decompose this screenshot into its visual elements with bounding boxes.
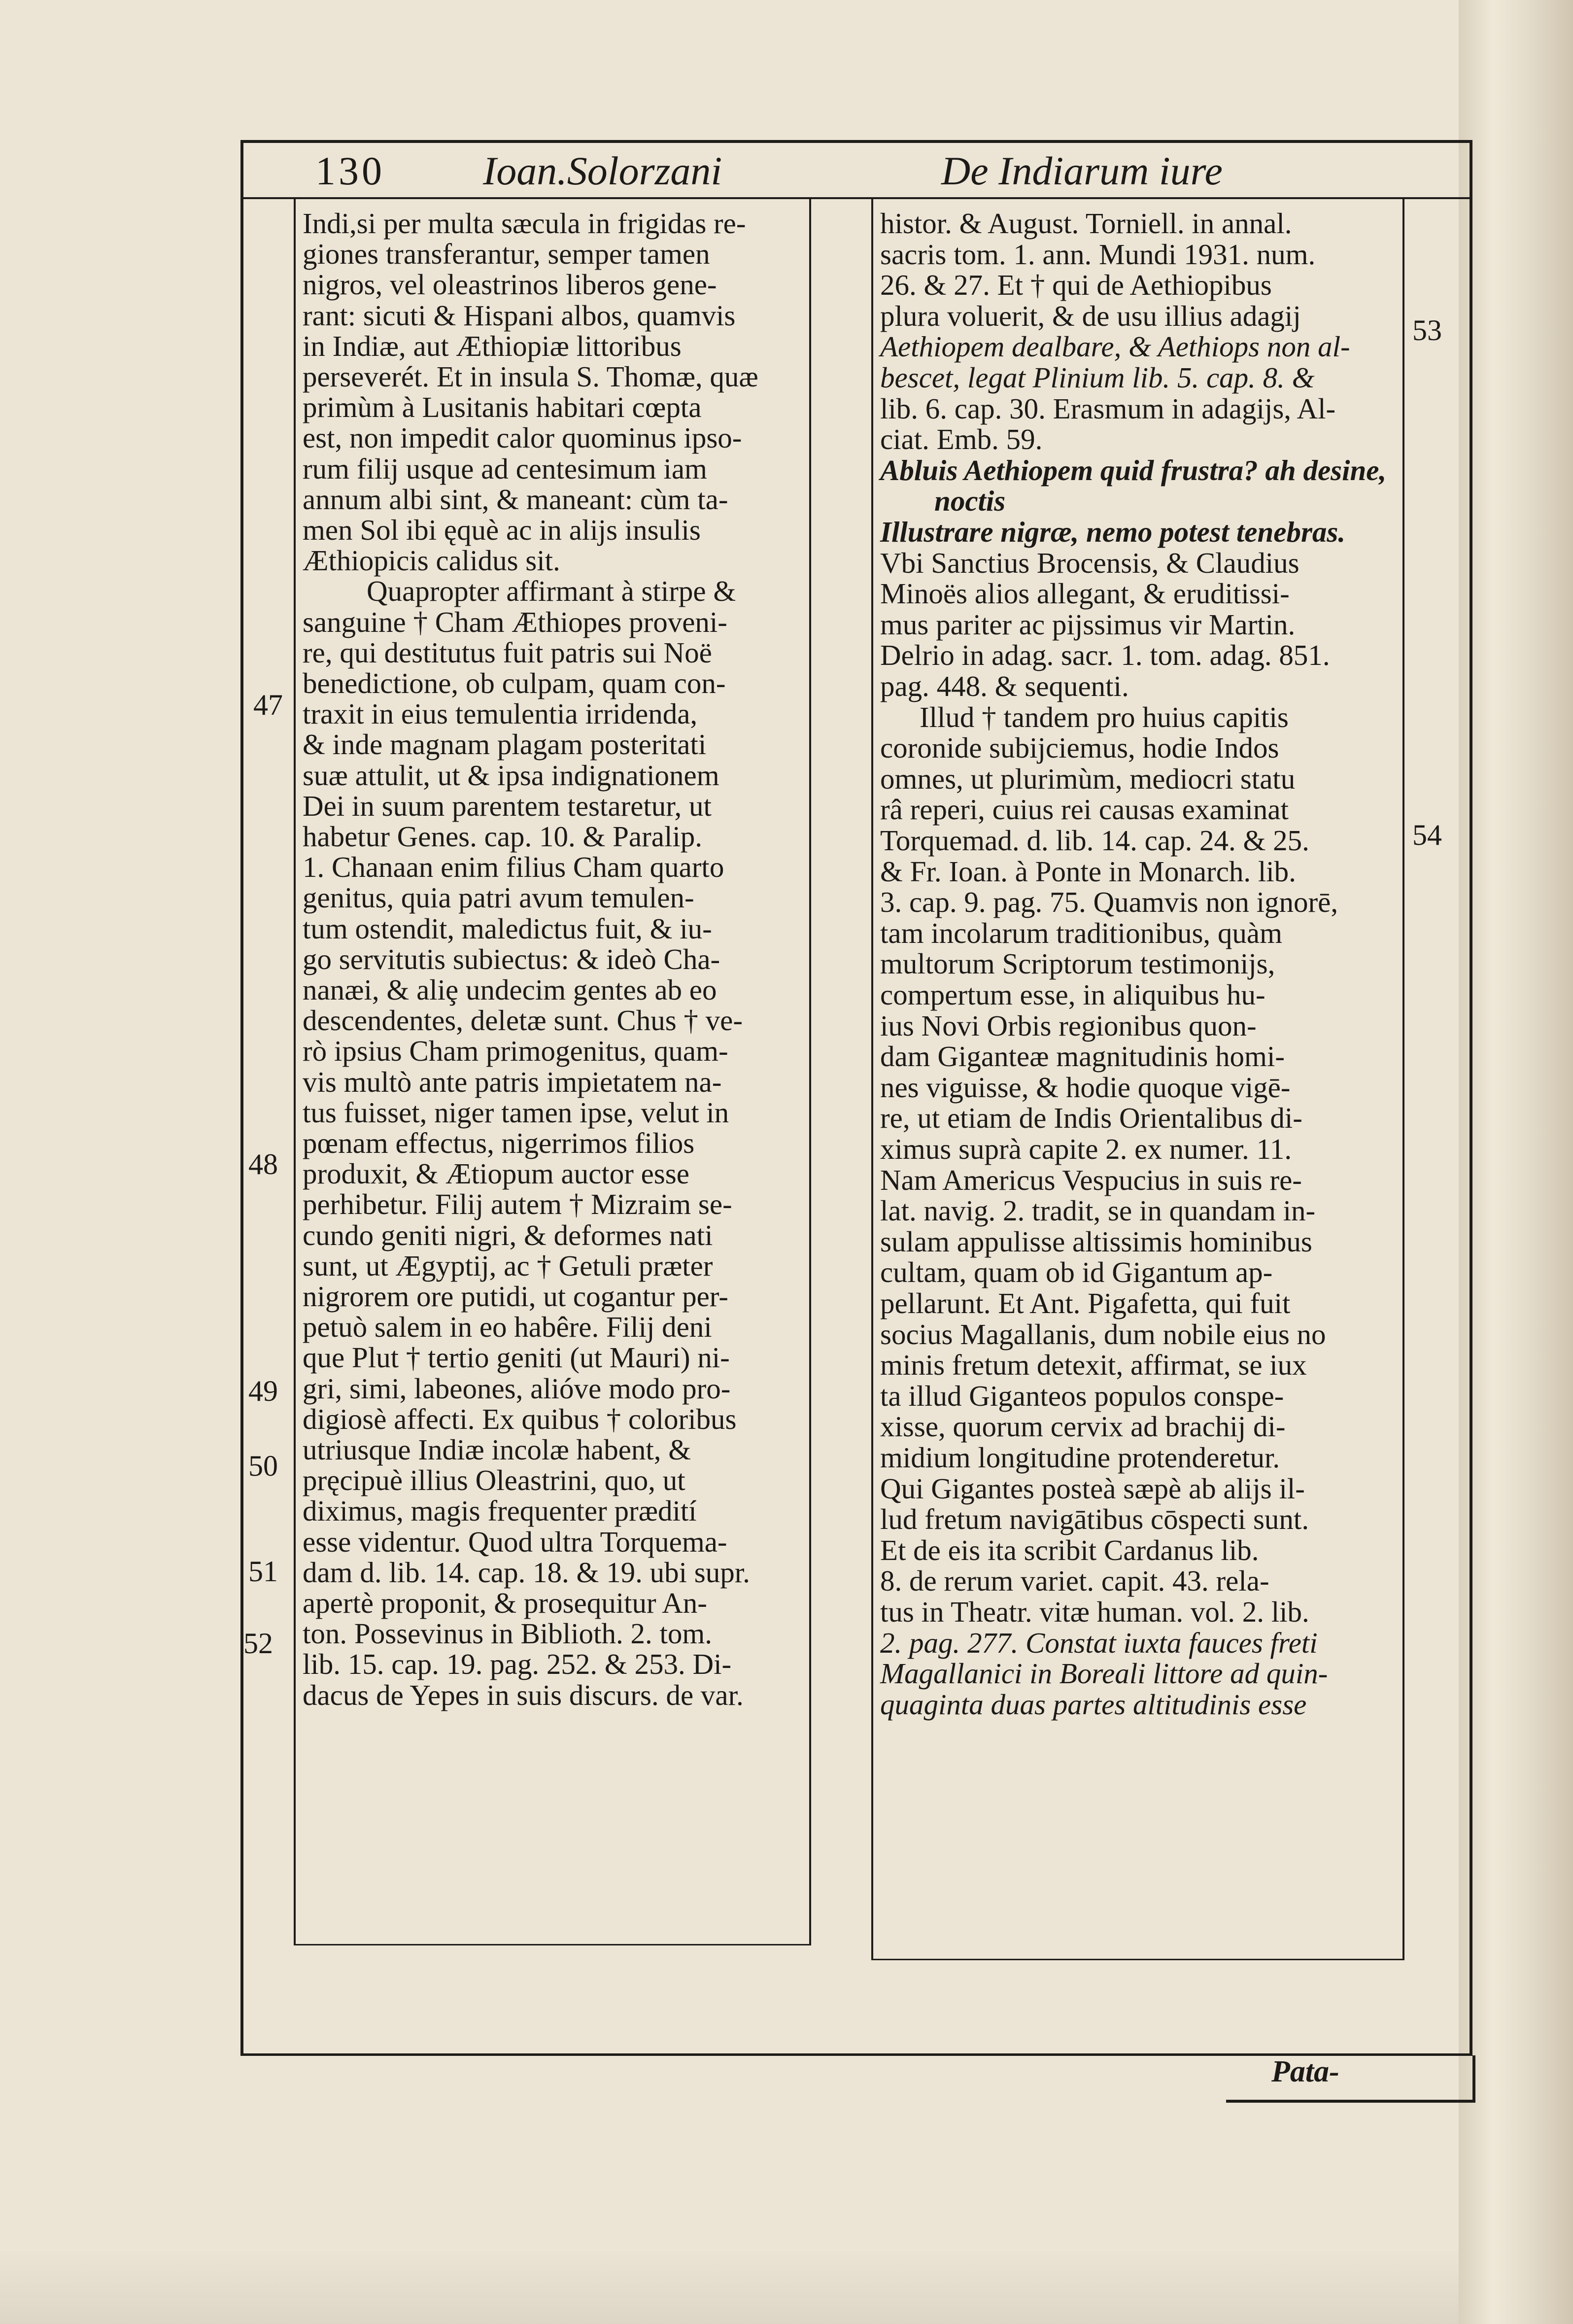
text-line: tus fuisset, niger tamen ipse, velut in <box>303 1096 729 1129</box>
text-line: lud fretum navigātibus cōspecti sunt. <box>880 1503 1309 1536</box>
text-line: Quapropter affirmant à stirpe & <box>367 575 736 608</box>
text-line: & inde magnam plagam posteritati <box>303 728 707 761</box>
text-line: sanguine † Cham Æthiopes proveni- <box>303 605 727 638</box>
text-line: Vbi Sanctius Brocensis, & Claudius <box>880 546 1299 579</box>
catchword-frame <box>1226 2055 1475 2103</box>
text-line: annum albi sint, & maneant: cùm ta- <box>303 483 728 516</box>
text-line: tam incolarum traditionibus, quàm <box>880 916 1283 949</box>
right-column-bottom-rule <box>871 1959 1404 1960</box>
text-line: pręcipuè illius Oleastrini, quo, ut <box>303 1464 685 1497</box>
left-column-bottom-rule <box>294 1944 811 1945</box>
text-line: ta illud Giganteos populos conspe- <box>880 1379 1284 1412</box>
page-number: 130 <box>315 148 385 193</box>
text-line: sulam appulisse altissimis hominibus <box>880 1225 1312 1258</box>
margin-number: 47 <box>253 689 283 721</box>
text-line: ius Novi Orbis regionibus quon- <box>880 1009 1257 1042</box>
text-line: men Sol ibi ęquè ac in alijs insulis <box>303 514 701 546</box>
text-line: coronide subijciemus, hodie Indos <box>880 731 1279 764</box>
text-line: pœnam effectus, nigerrimos filios <box>303 1127 695 1159</box>
text-line: 2. pag. 277. Constat iuxta fauces freti <box>880 1626 1318 1659</box>
text-line: compertum esse, in aliquibus hu- <box>880 978 1265 1011</box>
text-line: pellarunt. Et Ant. Pigafetta, qui fuit <box>880 1287 1291 1319</box>
text-line: histor. & August. Torniell. in annal. <box>880 207 1292 240</box>
text-line: ximus suprà capite 2. ex numer. 11. <box>880 1133 1292 1165</box>
text-line: 1. Chanaan enim filius Cham quarto <box>303 851 724 884</box>
text-line: Aethiopem dealbare, & Aethiops non al- <box>880 330 1350 363</box>
text-line: perseverét. Et in insula S. Thomæ, quæ <box>303 360 758 393</box>
text-line: Magallanici in Boreali littore ad quin- <box>880 1657 1328 1690</box>
text-line: Delrio in adag. sacr. 1. tom. adag. 851. <box>880 639 1330 672</box>
text-line: Torquemad. d. lib. 14. cap. 24. & 25. <box>880 824 1309 857</box>
text-line: nigros, vel oleastrinos liberos gene- <box>303 268 717 301</box>
running-header <box>276 148 1459 195</box>
text-line: noctis <box>934 485 1006 518</box>
page-edge <box>1459 0 1573 2324</box>
margin-number: 54 <box>1412 819 1442 851</box>
margin-number: 50 <box>248 1450 278 1482</box>
text-line: primùm à Lusitanis habitari cœpta <box>303 391 702 424</box>
text-line: ciat. Emb. 59. <box>880 423 1043 456</box>
text-line: plura voluerit, & de usu illius adagij <box>880 299 1301 332</box>
margin-number: 49 <box>248 1375 278 1407</box>
text-line: diximus, magis frequenter prædití <box>303 1494 697 1527</box>
text-line: Abluis Aethiopem quid frustra? ah desine, <box>880 453 1387 486</box>
text-line: dam d. lib. 14. cap. 18. & 19. ubi supr. <box>303 1556 750 1589</box>
text-line: rò ipsius Cham primogenitus, quam- <box>303 1035 728 1068</box>
text-line: rum filij usque ad centesimum iam <box>303 452 707 485</box>
running-head-title: De Indiarum iure <box>941 148 1223 193</box>
text-line: utriusque Indiæ incolæ habent, & <box>303 1433 691 1466</box>
text-line: nes viguisse, & hodie quoque vigē- <box>880 1071 1291 1104</box>
text-line: traxit in eius temulentia irridenda, <box>303 697 698 730</box>
text-line: produxit, & Ætiopum auctor esse <box>303 1157 689 1190</box>
text-line: nanæi, & aliȩ undecim gentes ab eo <box>303 973 717 1006</box>
text-line: ton. Possevinus in Biblioth. 2. tom. <box>303 1617 713 1650</box>
text-line: genitus, quia patri avum temulen- <box>303 881 694 914</box>
text-line: pag. 448. & sequenti. <box>880 670 1129 702</box>
text-line: sacris tom. 1. ann. Mundi 1931. num. <box>880 238 1316 271</box>
text-line: re, ut etiam de Indis Orientalibus di- <box>880 1102 1302 1135</box>
text-line: 8. de rerum variet. capit. 43. rela- <box>880 1564 1269 1597</box>
text-line: xisse, quorum cervix ad brachij di- <box>880 1410 1286 1443</box>
text-line: omnes, ut plurimùm, mediocri statu <box>880 762 1296 795</box>
text-line: dacus de Yepes in suis discurs. de var. <box>303 1678 744 1711</box>
text-line: Dei in suum parentem testaretur, ut <box>303 789 712 822</box>
text-line: multorum Scriptorum testimonijs, <box>880 947 1275 980</box>
text-line: cultam, quam ob id Gigantum ap- <box>880 1256 1273 1289</box>
text-line: midium longitudine protenderetur. <box>880 1441 1280 1474</box>
text-line: tum ostendit, maledictus fuit, & iu- <box>303 912 712 945</box>
text-line: re, qui destitutus fuit patris sui Noë <box>303 636 712 669</box>
text-line: benedictione, ob culpam, quam con- <box>303 667 726 699</box>
running-head-author: Ioan.Solorzani <box>483 148 722 193</box>
text-line: Æthiopicis calidus sit. <box>303 544 560 577</box>
margin-number: 51 <box>248 1555 278 1588</box>
text-line: Nam Americus Vespucius in suis re- <box>880 1163 1302 1196</box>
text-line: petuò salem in eo habêre. Filij deni <box>303 1311 712 1344</box>
text-line: mus pariter ac pijssimus vir Martin. <box>880 608 1296 641</box>
text-line: 26. & 27. Et † qui de Aethiopibus <box>880 269 1272 302</box>
text-line: lib. 6. cap. 30. Erasmum in adagijs, Al- <box>880 392 1336 425</box>
text-line: in Indiæ, aut Æthiopiæ littoribus <box>303 329 682 362</box>
text-line: & Fr. Ioan. à Ponte in Monarch. lib. <box>880 855 1296 888</box>
text-line: quaginta duas partes altitudinis esse <box>880 1688 1307 1721</box>
text-line: nigrorem ore putidi, ut cogantur per- <box>303 1280 728 1313</box>
text-line: vis multò ante patris impietatem na- <box>303 1065 722 1098</box>
text-line: que Plut † tertio geniti (ut Mauri) ni- <box>303 1341 730 1374</box>
text-line: perhibetur. Filij autem † Mizraim se- <box>303 1188 732 1221</box>
text-line: Et de eis ita scribit Cardanus lib. <box>880 1533 1259 1566</box>
text-line: sunt, ut Ægyptij, ac † Getuli præter <box>303 1249 713 1282</box>
text-line: go servitutis subiectus: & ideò Cha- <box>303 942 720 975</box>
text-line: gri, simi, labeones, alióve modo pro- <box>303 1372 731 1405</box>
text-line: suæ attulit, ut & ipsa indignationem <box>303 759 719 792</box>
text-line: dam Giganteæ magnitudinis homi- <box>880 1040 1285 1073</box>
text-line: bescet, legat Plinium lib. 5. cap. 8. & <box>880 361 1315 394</box>
text-line: minis fretum detexit, affirmat, se iux <box>880 1349 1307 1382</box>
margin-number: 52 <box>243 1627 273 1660</box>
page-shadow <box>0 2248 1459 2324</box>
text-line: descendentes, deletæ sunt. Chus † ve- <box>303 1004 743 1037</box>
text-line: lat. navig. 2. tradit, se in quandam in- <box>880 1194 1316 1227</box>
text-line: Qui Gigantes posteà sæpè ab alijs il- <box>880 1472 1305 1505</box>
text-line: rant: sicuti & Hispani albos, quamvis <box>303 299 736 332</box>
text-line: socius Magallanis, dum nobile eius no <box>880 1318 1326 1351</box>
text-line: digiosè affecti. Ex quibus † coloribus <box>303 1402 737 1435</box>
text-line: râ reperi, cuius rei causas examinat <box>880 793 1289 826</box>
text-line: tus in Theatr. vitæ human. vol. 2. lib. <box>880 1596 1309 1628</box>
text-line: est, non impedit calor quominus ipso- <box>303 421 742 454</box>
text-line: giones transferantur, semper tamen <box>303 238 710 271</box>
margin-number: 53 <box>1412 314 1442 347</box>
text-line: Illud † tandem pro huius capitis <box>920 700 1289 733</box>
margin-number: 48 <box>248 1148 278 1180</box>
text-line: habetur Genes. cap. 10. & Paralip. <box>303 820 702 853</box>
catchword: Pata- <box>1271 2055 1339 2088</box>
text-line: Illustrare nigræ, nemo potest tenebras. <box>880 516 1346 548</box>
text-line: Minoës alios allegant, & eruditissi- <box>880 577 1290 610</box>
text-line: esse videntur. Quod ultra Torquema- <box>303 1525 727 1558</box>
text-line: 3. cap. 9. pag. 75. Quamvis non ignorē, <box>880 886 1338 919</box>
text-line: cundo geniti nigri, & deformes nati <box>303 1218 713 1251</box>
text-line: lib. 15. cap. 19. pag. 252. & 253. Di- <box>303 1648 732 1681</box>
text-line: apertè proponit, & prosequitur An- <box>303 1587 707 1619</box>
text-line: Indi,si per multa sæcula in frigidas re- <box>303 207 746 240</box>
